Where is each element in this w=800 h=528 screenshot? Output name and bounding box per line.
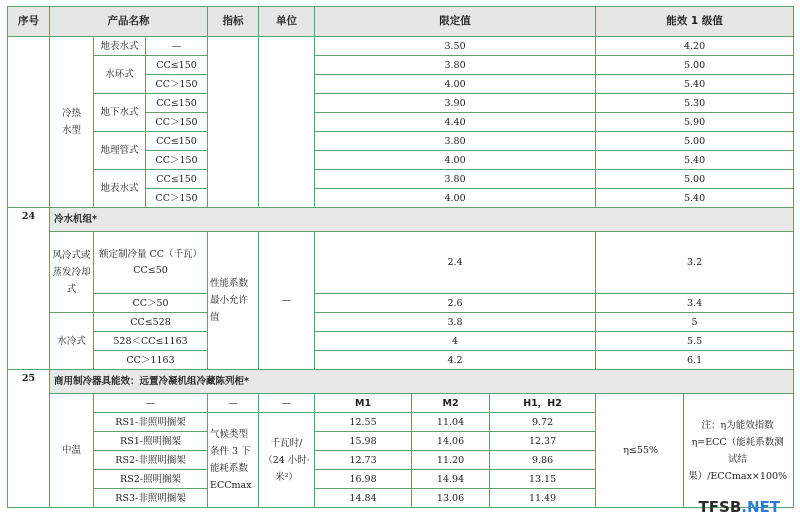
condition-cell: 528＜CC≤1163: [94, 332, 208, 351]
dash-cell: —: [94, 394, 208, 413]
m2-value: 14.06: [412, 432, 490, 451]
col-m2: M2: [412, 394, 490, 413]
cc-cell: CC＞150: [146, 151, 208, 170]
table-row: [8, 170, 794, 189]
condition-cell: CC＞1163: [94, 351, 208, 370]
table-row: [8, 37, 794, 56]
limit-value: 3.90: [315, 94, 596, 113]
m1-value: 16.98: [315, 470, 412, 489]
limit-value: 3.80: [315, 170, 596, 189]
limit-value: 3.80: [315, 132, 596, 151]
col-m1: M1: [315, 394, 412, 413]
category-label: 风冷式或蒸发冷却式: [52, 249, 91, 295]
indicator-cell: [208, 232, 259, 370]
section-header-row: [8, 208, 794, 232]
condition-cell: 额定制冷量 CC（千瓦）CC≤50: [94, 232, 208, 294]
cc-cell: CC≤150: [146, 170, 208, 189]
unit-cell: [259, 413, 315, 508]
cc-cell: CC≤150: [146, 132, 208, 151]
limit-value: 4.00: [315, 75, 596, 94]
m1-value: 15.98: [315, 432, 412, 451]
table-row: [8, 94, 794, 113]
section-number: 25: [8, 370, 50, 508]
standards-table: [7, 6, 794, 508]
group-label: 冷热水型: [61, 108, 81, 136]
sub-type: 水环式: [94, 56, 146, 94]
category-cell: [50, 232, 94, 313]
indicator-cell: [208, 413, 259, 508]
section-number: 24: [8, 208, 50, 370]
indicator-label: 性能系数最小允许值: [210, 278, 249, 323]
limit-value: 3.80: [315, 56, 596, 75]
m1-value: 12.73: [315, 451, 412, 470]
level1-value: 3.2: [596, 232, 794, 294]
table-row: [8, 294, 794, 313]
condition-cell: CC≤528: [94, 313, 208, 332]
level1-value: 5.40: [596, 75, 794, 94]
table-row: [8, 394, 794, 413]
sub-type: 地理管式: [94, 132, 146, 170]
level1-value: 5.00: [596, 56, 794, 75]
h-value: 9.72: [490, 413, 596, 432]
limit-value: 3.50: [315, 37, 596, 56]
level1-value: 5.5: [596, 332, 794, 351]
condition-cell: CC＞50: [94, 294, 208, 313]
table-row: [8, 351, 794, 370]
watermark-prefix: TFSB: [698, 498, 742, 516]
limit-value: 4.40: [315, 113, 596, 132]
unit-cell: —: [259, 232, 315, 370]
level1-value: 5.40: [596, 189, 794, 208]
level1-value: 3.4: [596, 294, 794, 313]
limit-value: 2.6: [315, 294, 596, 313]
limit-value: 4.00: [315, 151, 596, 170]
table-row: [8, 56, 794, 75]
limit-value: 4.00: [315, 189, 596, 208]
sub-type: 地表水式: [94, 170, 146, 208]
section-title: 商用制冷器具能效：远置冷凝机组冷藏陈列柜*: [50, 370, 794, 394]
m1-value: 12.55: [315, 413, 412, 432]
section-header-row: [8, 370, 794, 394]
cc-cell: CC≤150: [146, 56, 208, 75]
indicator-label: 气候类型条件 3 下能耗系数 ECCmax: [210, 429, 252, 491]
level1-value: 4.20: [596, 37, 794, 56]
section-title: 冷水机组*: [50, 208, 794, 232]
temp-cell: 中温: [50, 394, 94, 508]
header-level1: 能效 1 级值: [596, 7, 794, 37]
h-value: 12.37: [490, 432, 596, 451]
header-unit: 单位: [259, 7, 315, 37]
h-value: 11.49: [490, 489, 596, 508]
header-limit: 限定值: [315, 7, 596, 37]
level1-value: 5.40: [596, 151, 794, 170]
m1-value: 14.84: [315, 489, 412, 508]
unit-label: 千瓦时/（24 小时·米²）: [263, 437, 310, 483]
level1-cell: [596, 394, 794, 508]
table-row: [8, 232, 794, 294]
cc-cell: CC≤150: [146, 94, 208, 113]
table-row: [8, 132, 794, 151]
indicator-cell: [208, 37, 259, 208]
dash-cell: —: [208, 394, 259, 413]
m2-value: 11.04: [412, 413, 490, 432]
h-value: 13.15: [490, 470, 596, 489]
group-cell: [50, 37, 94, 208]
display-type: RS2-非照明搁架: [94, 451, 208, 470]
header-seq: 序号: [8, 7, 50, 37]
level1-value: 5.30: [596, 94, 794, 113]
site-watermark: [699, 498, 780, 516]
level1-value: 5.00: [596, 132, 794, 151]
table-row: [8, 332, 794, 351]
level1-value: 5: [596, 313, 794, 332]
cc-cell: CC＞150: [146, 75, 208, 94]
display-type: RS1-照明搁架: [94, 432, 208, 451]
sub-type: 地下水式: [94, 94, 146, 132]
level1-value: 5.00: [596, 170, 794, 189]
cc-cell: —: [146, 37, 208, 56]
unit-cell: [259, 37, 315, 208]
level1-value: 5.90: [596, 113, 794, 132]
header-product: 产品名称: [50, 7, 208, 37]
display-type: RS3-非照明搁架: [94, 489, 208, 508]
m2-value: 14.94: [412, 470, 490, 489]
category-cell: 水冷式: [50, 313, 94, 370]
table-row: [8, 313, 794, 332]
m2-value: 11.20: [412, 451, 490, 470]
h-value: 9.86: [490, 451, 596, 470]
sub-type: 地表水式: [94, 37, 146, 56]
m2-value: 13.06: [412, 489, 490, 508]
header-indicator: 指标: [208, 7, 259, 37]
level1-value: η≤55%: [623, 445, 659, 456]
level1-value: 6.1: [596, 351, 794, 370]
seq-cell: [8, 37, 50, 208]
watermark-suffix: .NET: [741, 498, 780, 516]
limit-value: 4: [315, 332, 596, 351]
dash-cell: —: [259, 394, 315, 413]
limit-value: 3.8: [315, 313, 596, 332]
display-type: RS2-照明搁架: [94, 470, 208, 489]
limit-value: 2.4: [315, 232, 596, 294]
limit-value: 4.2: [315, 351, 596, 370]
cc-cell: CC＞150: [146, 189, 208, 208]
header-row: [8, 7, 794, 37]
display-type: RS1-非照明搁架: [94, 413, 208, 432]
note-text: 注：η为能效指数 η=ECC（能耗系数测试结果）/ECCmax×100%: [683, 394, 791, 507]
cc-cell: CC＞150: [146, 113, 208, 132]
col-h: H1，H2: [490, 394, 596, 413]
